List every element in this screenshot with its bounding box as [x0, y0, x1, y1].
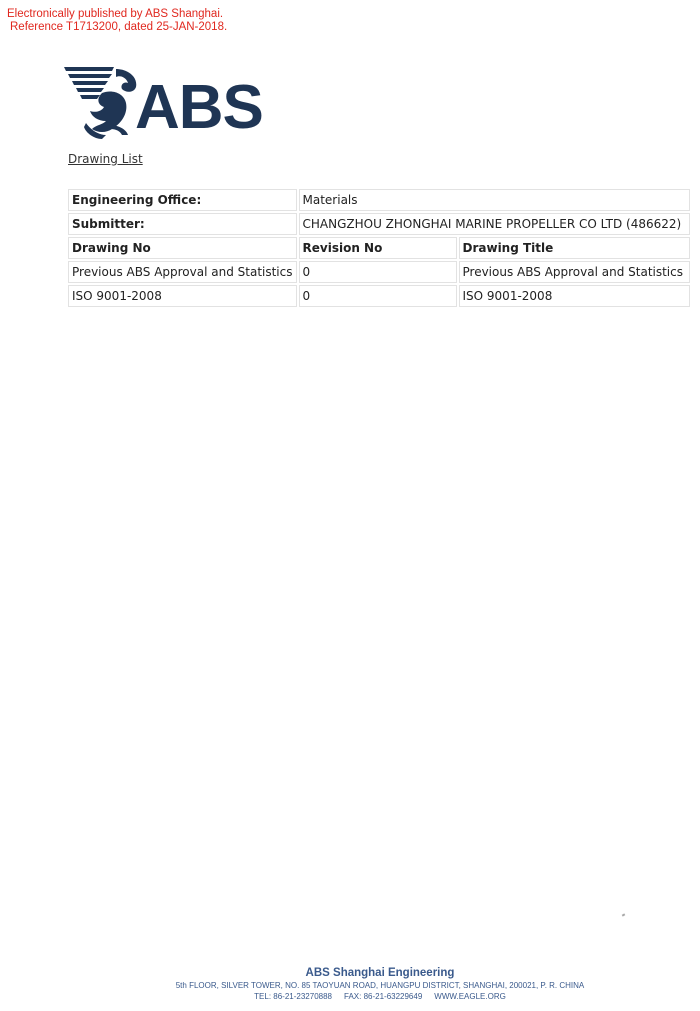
- stamp-line-1: Electronically published by ABS Shanghai.: [7, 8, 224, 20]
- drawing-no-cell: Previous ABS Approval and Statistics: [68, 261, 297, 283]
- publication-stamp: [7, 8, 227, 34]
- header-drawing-no: Drawing No: [68, 237, 297, 259]
- header-revision-no: Revision No: [299, 237, 457, 259]
- logo-wordmark: ABS: [135, 73, 263, 142]
- page-footer: [0, 967, 700, 1002]
- header-drawing-title: Drawing Title: [459, 237, 691, 259]
- revision-no-cell: 0: [299, 261, 457, 283]
- footer-contact: [0, 991, 700, 1002]
- engineering-office-row: [68, 189, 690, 211]
- footer-org: ABS Shanghai Engineering: [305, 967, 455, 979]
- stamp-line-2: Reference T1713200, dated 25-JAN-2018.: [10, 21, 228, 33]
- header-row: [68, 237, 690, 259]
- submitter-label: Submitter:: [68, 213, 297, 235]
- engineering-office-label: Engineering Office:: [68, 189, 297, 211]
- engineering-office-value: Materials: [299, 189, 691, 211]
- drawing-list-table: [66, 187, 692, 309]
- drawing-title-cell: ISO 9001-2008: [459, 285, 691, 307]
- document-title: Drawing List: [68, 152, 143, 166]
- table-row: [68, 261, 690, 283]
- footer-tel: TEL: 86-21-23270888: [254, 992, 332, 1001]
- footer-fax: FAX: 86-21-63229649: [344, 992, 423, 1001]
- drawing-title-cell: Previous ABS Approval and Statistics: [459, 261, 691, 283]
- table-row: [68, 285, 690, 307]
- scan-speck: [622, 913, 626, 916]
- drawing-no-cell: ISO 9001-2008: [68, 285, 297, 307]
- submitter-row: [68, 213, 690, 235]
- footer-address: 5th FLOOR, SILVER TOWER, NO. 85 TAOYUAN ROAD, HUANGPU DISTRICT, SHANGHAI, 200021, P. R. CHINA: [175, 981, 585, 990]
- submitter-value: CHANGZHOU ZHONGHAI MARINE PROPELLER CO LTD (486622): [299, 213, 691, 235]
- abs-logo: [62, 63, 272, 141]
- footer-website-link[interactable]: WWW.EAGLE.ORG: [434, 992, 506, 1001]
- eagle-icon: [62, 63, 140, 141]
- revision-no-cell: 0: [299, 285, 457, 307]
